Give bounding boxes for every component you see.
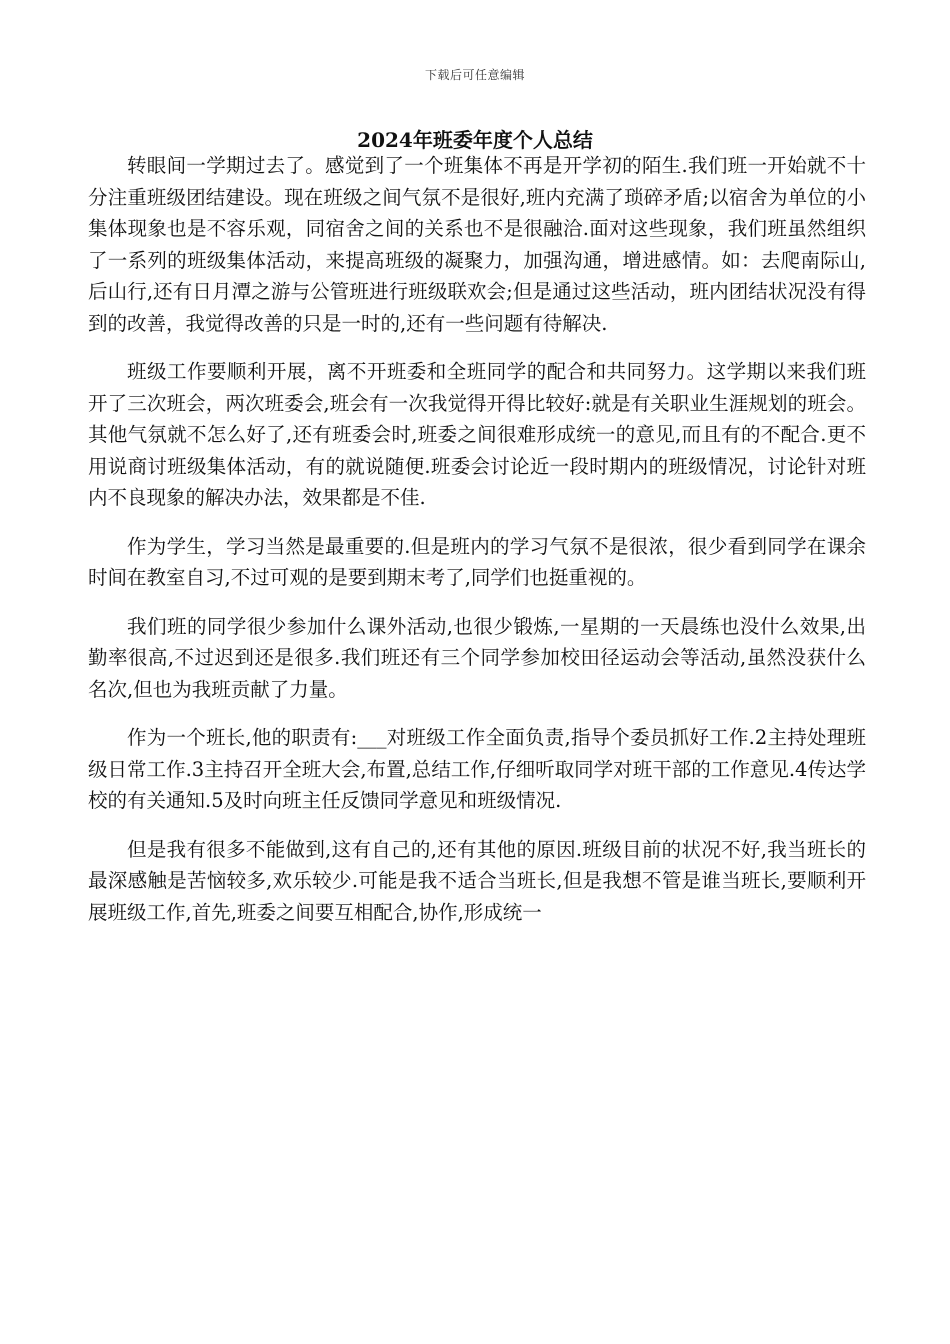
paragraph-6: 但是我有很多不能做到,这有自己的,还有其他的原因.班级目前的状况不好,我当班长的最深感触是苦恼较多,欢乐较少.可能是我不适合当班长,但是我想不管是谁当班长,要顺利开展班级工作,首先,班委之间要互相配合,协作,形成统一 bbox=[88, 837, 866, 924]
paragraph-4: 我们班的同学很少参加什么课外活动,也很少锻炼,一星期的一天晨练也没什么效果,出勤率很高,不过迟到还是很多.我们班还有三个同学参加校田径运动会等活动,虽然没获什么名次,但也为我班贡献了力量。 bbox=[88, 614, 866, 701]
paragraph-2: 班级工作要顺利开展，离不开班委和全班同学的配合和共同努力。这学期以来我们班开了三次班会，两次班委会,班会有一次我觉得开得比较好:就是有关职业生涯规划的班会。其他气氛就不怎么好了,还有班委会时,班委之间很难形成统一的意见,而且有的不配合.更不用说商讨班级集体活动，有的就说随便.班委会讨论近一段时期内的班级情况，讨论针对班内不良现象的解决办法，效果都是不佳. bbox=[88, 360, 866, 509]
document-body bbox=[88, 150, 866, 928]
paragraph-1: 转眼间一学期过去了。感觉到了一个班集体不再是开学初的陌生.我们班一开始就不十分注重班级团结建设。现在班级之间气氛不是很好,班内充满了琐碎矛盾;以宿舍为单位的小集体现象也是不容乐观，同宿舍之间的关系也不是很融洽.面对这些现象，我们班虽然组织了一系列的班级集体活动，来提高班级的凝聚力，加强沟通，增进感情。如：去爬南际山,后山行,还有日月潭之游与公管班进行班级联欢会;但是通过这些活动，班内团结状况没有得到的改善，我觉得改善的只是一时的,还有一些问题有待解决. bbox=[88, 154, 866, 335]
paragraph-3: 作为学生，学习当然是最重要的.但是班内的学习气氛不是很浓，很少看到同学在课余时间在教室自习,不过可观的是要到期末考了,同学们也挺重视的。 bbox=[88, 534, 866, 589]
document-title: 2024年班委年度个人总结 bbox=[357, 128, 593, 152]
paragraph-5: 作为一个班长,他的职责有:___对班级工作全面负责,指导个委员抓好工作.2主持处理班级日常工作.3主持召开全班大会,布置,总结工作,仔细听取同学对班干部的工作意见.4传达学校的有关通知.5及时向班主任反馈同学意见和班级情况. bbox=[88, 726, 866, 812]
header-note: 下载后可任意编辑 bbox=[424, 68, 525, 82]
